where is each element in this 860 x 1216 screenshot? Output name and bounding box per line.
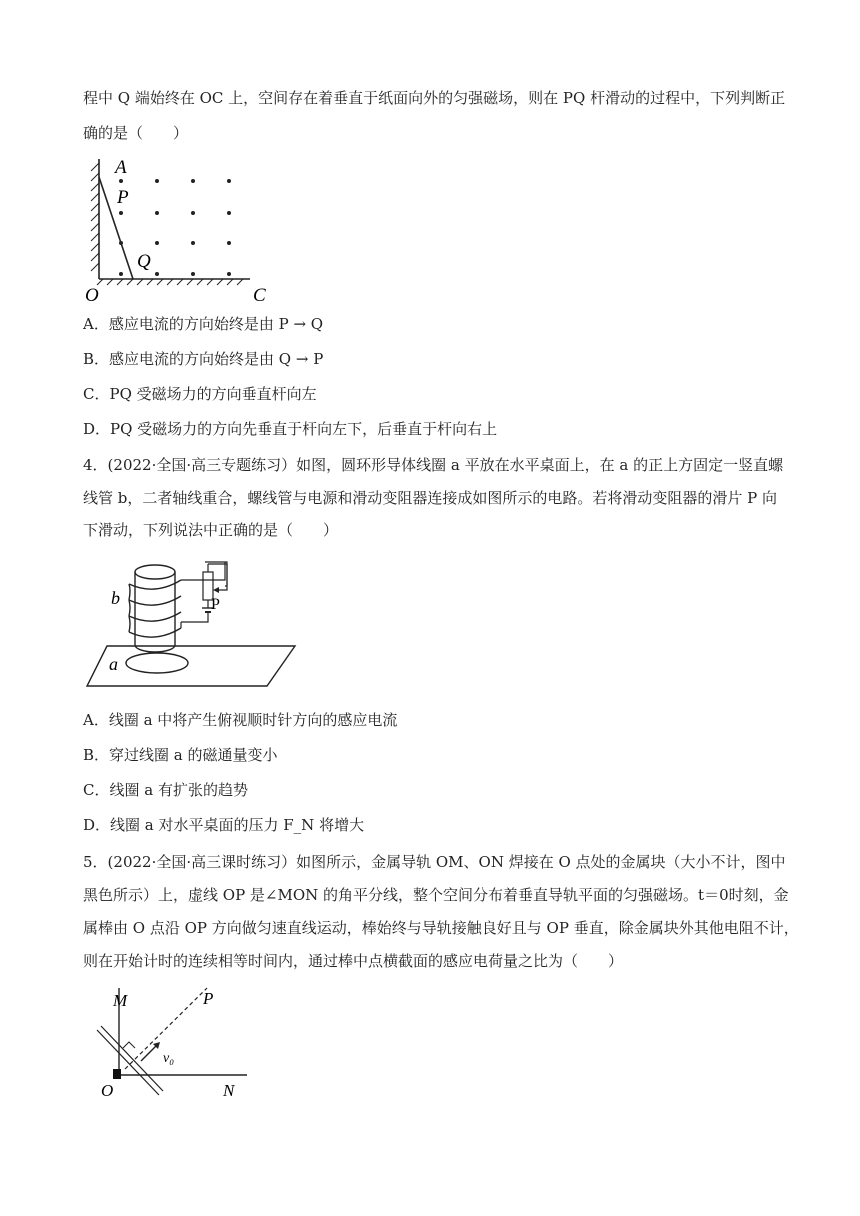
q3-option-d[interactable]: D．PQ 受磁场力的方向先垂直于杆向左下，后垂直于杆向右上 bbox=[83, 420, 498, 438]
label-c: C bbox=[253, 285, 266, 303]
q4-option-c[interactable]: C．线圈 a 有扩张的趋势 bbox=[83, 781, 248, 799]
q5-stem-line-1: 5．(2022·全国·高三课时练习）如图所示，金属导轨 OM、ON 焊接在 O 点处的金属块（大小不计，图中 bbox=[83, 853, 786, 871]
q4-stem-line-2: 线管 b，二者轴线重合，螺线管与电源和滑动变阻器连接成如图所示的电路。若将滑动变阻器的滑片 P 向 bbox=[83, 489, 778, 507]
q3-stem-line-2: 确的是（ ） bbox=[83, 124, 189, 142]
q4-option-d[interactable]: D．线圈 a 对水平桌面的压力 F_N 将增大 bbox=[83, 816, 365, 834]
q5-stem-line-3: 属棒由 O 点沿 OP 方向做匀速直线运动，棒始终与导轨接触良好且与 OP 垂直，除金属块外其他电阻不计， bbox=[83, 919, 799, 937]
label-v0: v₀ bbox=[163, 1051, 175, 1066]
q4-stem-line-3: 下滑动，下列说法中正确的是（ ） bbox=[83, 521, 339, 539]
q5-stem-line-4: 则在开始计时的连续相等时间内，通过棒中点横截面的感应电荷量之比为（ ） bbox=[83, 952, 624, 970]
label-p: P bbox=[203, 989, 214, 1008]
label-m: M bbox=[113, 991, 128, 1010]
q5-figure bbox=[85, 980, 260, 1100]
label-a: A bbox=[115, 157, 127, 178]
q3-figure bbox=[85, 155, 275, 303]
label-a: a bbox=[109, 654, 118, 674]
q4-stem-line-1: 4．(2022·全国·高三专题练习）如图，圆环形导体线圈 a 平放在水平桌面上，在 a 的正上方固定一竖直螺 bbox=[83, 456, 784, 474]
q3-stem-line-1: 程中 Q 端始终在 OC 上，空间存在着垂直于纸面向外的匀强磁场，则在 PQ 杆滑动的过程中，下列判断正 bbox=[83, 89, 786, 107]
label-n: N bbox=[223, 1081, 235, 1100]
label-p: P bbox=[211, 596, 220, 613]
label-p: P bbox=[117, 187, 129, 208]
q5-stem-line-2: 黑色所示）上，虚线 OP 是∠MON 的角平分线，整个空间分布着垂直导轨平面的匀强磁场。t＝0时刻，金 bbox=[83, 886, 789, 904]
q4-option-b[interactable]: B．穿过线圈 a 的磁通量变小 bbox=[83, 746, 278, 764]
label-b: b bbox=[111, 588, 120, 608]
label-o: O bbox=[85, 285, 99, 303]
q3-option-c[interactable]: C．PQ 受磁场力的方向垂直杆向左 bbox=[83, 385, 317, 403]
q3-option-a[interactable]: A．感应电流的方向始终是由 P → Q bbox=[83, 315, 324, 333]
q3-option-b[interactable]: B．感应电流的方向始终是由 Q → P bbox=[83, 350, 324, 368]
q4-option-a[interactable]: A．线圈 a 中将产生俯视顺时针方向的感应电流 bbox=[83, 711, 398, 729]
label-q: Q bbox=[137, 251, 151, 272]
label-o: O bbox=[101, 1081, 114, 1100]
q4-figure bbox=[85, 552, 310, 692]
